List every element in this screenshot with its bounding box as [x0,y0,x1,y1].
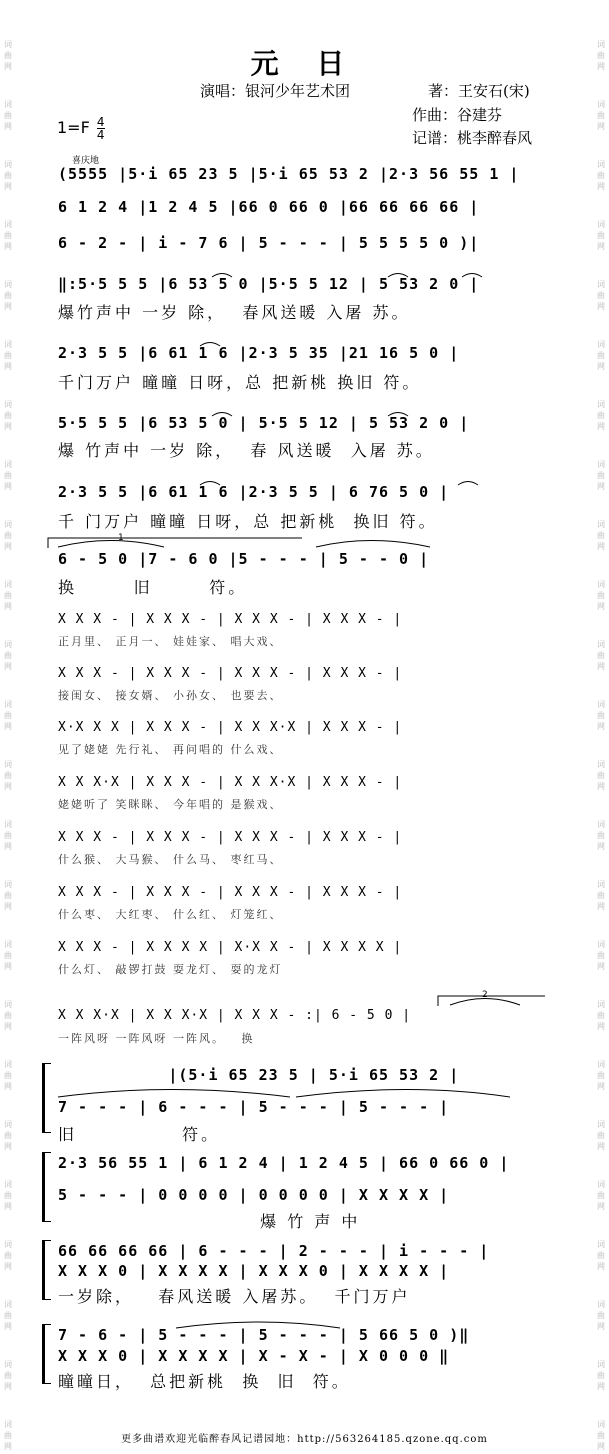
watermark-glyph: 词 [4,520,12,529]
watermark-glyph: 词 [597,340,605,349]
watermark-glyph: 曲 [4,1071,12,1080]
watermark-glyph: 网 [4,902,12,911]
watermark-glyph: 网 [4,422,12,431]
watermark-glyph: 曲 [4,351,12,360]
watermark-glyph: 网 [597,182,605,191]
watermark-glyph: 网 [4,1442,12,1451]
verse-notes-2: 2·3 5 5 |6 61 1 6 |2·3 5 35 |21 16 5 0 | [58,344,460,362]
volta-2-label: 2 [482,990,488,1000]
watermark-glyph: 网 [4,482,12,491]
slur [388,274,408,278]
watermark-glyph: 网 [4,662,12,671]
watermark-glyph: 曲 [4,951,12,960]
watermark-glyph: 词 [4,220,12,229]
watermark-glyph: 词 [4,640,12,649]
verse-lyrics-2: 千门万户 曈曈 日呀，总 把新桃 换旧 符。 [58,373,422,392]
watermark-glyph: 网 [597,602,605,611]
watermark-glyph: 曲 [4,471,12,480]
watermark-glyph: 曲 [4,1131,12,1140]
watermark-glyph: 曲 [597,51,605,60]
slur [200,482,220,486]
watermark-glyph: 曲 [597,951,605,960]
watermark-glyph: 网 [597,122,605,131]
watermark-glyph: 网 [4,962,12,971]
chant-lyrics-7: 什么灯、 敲锣打鼓 耍龙灯、 耍的龙灯 [58,963,283,976]
watermark-glyph: 曲 [4,231,12,240]
watermark-glyph: 词 [597,40,605,49]
watermark-glyph: 词 [597,1060,605,1069]
slur [462,274,482,278]
watermark-glyph: 曲 [4,891,12,900]
watermark-glyph: 网 [4,1202,12,1211]
chant-rhythm-2: X X X - | X X X - | X X X - | X X X - | [58,666,403,681]
watermark-glyph: 曲 [4,51,12,60]
watermark-glyph: 网 [597,302,605,311]
coda-lower-4: X X X 0 | X X X X | X - X - | X 0 0 0 ‖ [58,1347,450,1365]
slur [200,343,220,347]
slur [450,999,520,1006]
watermark-glyph: 词 [597,1180,605,1189]
watermark-glyph: 词 [4,1060,12,1069]
watermark-glyph: 词 [597,400,605,409]
watermark-glyph: 词 [4,1180,12,1189]
watermark-glyph: 词 [4,40,12,49]
watermark-glyph: 词 [597,1240,605,1249]
chant-lyrics-6: 什么枣、 大红枣、 什么红、 灯笼红、 [58,908,283,921]
watermark-glyph: 曲 [597,411,605,420]
watermark-glyph: 曲 [4,1011,12,1020]
watermark-glyph: 网 [597,842,605,851]
chant-lyrics-4: 姥姥听了 笑眯眯、 今年唱的 是猴戏、 [58,798,283,811]
watermark-glyph: 曲 [4,771,12,780]
watermark-glyph: 网 [4,1082,12,1091]
intro-line-1: (5555 |5·i 65 23 5 |5·i 65 53 2 |2·3 56 55 1 | [58,165,520,183]
watermark-glyph: 曲 [4,651,12,660]
coda-upper-4: 7 - 6 - | 5 - - - | 5 - - - | 5 66 5 0 )‖ [58,1326,470,1344]
watermark-glyph: 曲 [597,1131,605,1140]
watermark-glyph: 网 [597,1082,605,1091]
watermark-glyph: 词 [4,580,12,589]
slur [176,1322,340,1328]
watermark-glyph: 词 [4,400,12,409]
watermark-glyph: 词 [597,760,605,769]
watermark-glyph: 词 [597,820,605,829]
slur [316,541,430,548]
verse-lyrics-1: 爆竹声中 一岁 除， 春风送暖 入屠 苏。 [58,303,411,322]
volta-2-bracket [438,996,545,1006]
watermark-glyph: 网 [597,362,605,371]
watermark-glyph: 网 [4,62,12,71]
watermark-glyph: 词 [597,640,605,649]
chant-lyrics-3: 见了姥姥 先行礼、 再问唱的 什么戏、 [58,743,283,756]
watermark-glyph: 词 [4,460,12,469]
watermark-glyph: 网 [4,602,12,611]
chant-rhythm-8: X X X·X | X X X·X | X X X - :| 6 - 5 0 | [58,1008,412,1023]
watermark-glyph: 词 [4,1300,12,1309]
coda-lyrics-4: 曈曈日， 总把新桃 换 旧 符。 [58,1372,351,1391]
coda-lyrics-3: 一岁除， 春风送暖 入屠苏。 千门万户 [58,1287,411,1306]
tempo-marking: 喜庆地 [72,156,100,166]
slur [458,482,478,486]
watermark-glyph: 网 [597,242,605,251]
watermark-glyph: 网 [597,722,605,731]
verse-notes-1: ‖:5·5 5 5 |6 53 5 0 |5·5 5 12 | 5 53 2 0 | [58,275,480,293]
watermark-glyph: 词 [597,460,605,469]
watermark-glyph: 网 [597,1262,605,1271]
watermark-glyph: 曲 [4,1431,12,1440]
time-sig-bottom: 4 [96,128,105,142]
watermark-glyph: 曲 [597,1011,605,1020]
time-sig-top: 4 [96,115,105,129]
slur [58,1090,290,1098]
chant-lyrics-8: 一阵风呀 一阵风呀 一阵风。 换 [58,1032,255,1045]
watermark-glyph: 网 [597,1022,605,1031]
watermark-glyph: 词 [597,880,605,889]
watermark-glyph: 曲 [4,1371,12,1380]
watermark-glyph: 曲 [4,1191,12,1200]
coda-lyrics-2: 爆 竹 声 中 [58,1212,361,1231]
watermark-glyph: 词 [4,940,12,949]
watermark-glyph: 词 [4,1420,12,1429]
chant-rhythm-4: X X X·X | X X X - | X X X·X | X X X - | [58,775,403,790]
watermark-glyph: 网 [597,1142,605,1151]
watermark-glyph: 网 [4,1322,12,1331]
coda-lyrics-1: 旧 符。 [58,1125,221,1144]
watermark-glyph: 曲 [4,531,12,540]
watermark-glyph: 曲 [597,771,605,780]
watermark-glyph: 曲 [597,351,605,360]
watermark-glyph: 词 [597,220,605,229]
watermark-glyph: 词 [597,520,605,529]
composer-credit: 作曲：谷建芬 [412,106,503,124]
watermark-glyph: 词 [597,940,605,949]
watermark-glyph: 曲 [597,531,605,540]
watermark-glyph: 网 [597,662,605,671]
watermark-glyph: 词 [4,160,12,169]
watermark-glyph: 曲 [597,591,605,600]
verse-lyrics-5: 换 旧 符。 [58,578,248,597]
coda-lower-3: X X X 0 | X X X X | X X X 0 | X X X X | [58,1262,450,1280]
watermark-glyph: 曲 [4,291,12,300]
chant-lyrics-5: 什么猴、 大马猴、 什么马、 枣红马、 [58,853,283,866]
slur [212,413,232,417]
watermark-glyph: 网 [597,62,605,71]
watermark-glyph: 词 [597,1420,605,1429]
watermark-glyph: 词 [4,280,12,289]
watermark-glyph: 词 [597,1360,605,1369]
slur [212,274,232,278]
watermark-glyph: 曲 [597,111,605,120]
slur [58,541,164,548]
watermark-glyph: 网 [597,962,605,971]
watermark-glyph: 曲 [4,591,12,600]
watermark-glyph: 曲 [597,711,605,720]
watermark-glyph: 网 [4,542,12,551]
watermark-glyph: 曲 [597,1311,605,1320]
chant-rhythm-7: X X X - | X X X X | X·X X - | X X X X | [58,940,403,955]
watermark-glyph: 网 [4,362,12,371]
watermark-glyph: 网 [597,902,605,911]
watermark-glyph: 曲 [597,651,605,660]
coda-upper-3: 66 66 66 66 | 6 - - - | 2 - - - | i - - - | [58,1242,490,1260]
watermark-glyph: 曲 [597,1431,605,1440]
watermark-glyph: 词 [4,700,12,709]
watermark-glyph: 词 [597,100,605,109]
watermark-glyph: 词 [597,1300,605,1309]
watermark-glyph: 词 [597,580,605,589]
watermark-glyph: 网 [4,182,12,191]
watermark-glyph: 网 [4,302,12,311]
watermark-glyph: 词 [597,700,605,709]
watermark-glyph: 曲 [597,1191,605,1200]
volta-1-label: 1 [118,533,124,543]
song-title: 元 日 [250,47,359,80]
watermark-glyph: 词 [597,280,605,289]
chant-lyrics-2: 接闺女、 接女婿、 小孙女、 也要去、 [58,689,283,702]
volta-1-bracket [48,538,302,548]
watermark-glyph: 曲 [4,171,12,180]
verse-notes-4: 2·3 5 5 |6 61 1 6 |2·3 5 5 | 6 76 5 0 | [58,483,450,501]
watermark-glyph: 网 [4,242,12,251]
watermark-glyph: 网 [4,1262,12,1271]
chant-rhythm-5: X X X - | X X X - | X X X - | X X X - | [58,830,403,845]
singer-credit: 演唱：银河少年艺术团 [200,82,351,100]
coda-lower-2: 5 - - - | 0 0 0 0 | 0 0 0 0 | X X X X | [58,1186,450,1204]
verse-lyrics-3: 爆 竹声中 一岁 除， 春 风送暖 入屠 苏。 [58,441,435,460]
watermark-glyph: 曲 [597,291,605,300]
watermark-glyph: 网 [597,422,605,431]
watermark-glyph: 词 [4,880,12,889]
watermark-glyph: 词 [4,340,12,349]
watermark-glyph: 词 [4,820,12,829]
slur [296,1090,510,1098]
watermark-glyph: 词 [4,760,12,769]
watermark-glyph: 词 [4,1120,12,1129]
watermark-glyph: 词 [4,100,12,109]
watermark-glyph: 曲 [597,1371,605,1380]
watermark-glyph: 网 [4,722,12,731]
watermark-glyph: 曲 [4,1311,12,1320]
watermark-glyph: 曲 [597,891,605,900]
watermark-glyph: 曲 [4,711,12,720]
watermark-glyph: 曲 [597,1251,605,1260]
watermark-glyph: 曲 [597,471,605,480]
watermark-glyph: 曲 [597,831,605,840]
chant-rhythm-1: X X X - | X X X - | X X X - | X X X - | [58,612,403,627]
watermark-glyph: 网 [597,782,605,791]
watermark-glyph: 词 [4,1240,12,1249]
watermark-glyph: 网 [597,542,605,551]
verse-notes-3: 5·5 5 5 |6 53 5 0 | 5·5 5 12 | 5 53 2 0 | [58,414,470,432]
watermark-glyph: 词 [597,1120,605,1129]
watermark-glyph: 网 [4,1022,12,1031]
watermark-glyph: 网 [4,1142,12,1151]
transcriber-credit: 记谱：桃李醉春风 [412,129,533,147]
watermark-glyph: 网 [597,1322,605,1331]
watermark-glyph: 网 [597,482,605,491]
watermark-glyph: 曲 [597,171,605,180]
watermark-glyph: 网 [4,842,12,851]
coda-lower-1: 7 - - - | 6 - - - | 5 - - - | 5 - - - | [58,1098,450,1116]
watermark-glyph: 词 [4,1360,12,1369]
chant-rhythm-3: X·X X X | X X X - | X X X·X | X X X - | [58,720,403,735]
intro-line-2: 6 1 2 4 |1 2 4 5 |66 0 66 0 |66 66 66 66 | [58,198,480,216]
chant-rhythm-6: X X X - | X X X - | X X X - | X X X - | [58,885,403,900]
coda-upper-2: 2·3 56 55 1 | 6 1 2 4 | 1 2 4 5 | 66 0 66 0 | [58,1154,510,1172]
watermark-glyph: 网 [4,1382,12,1391]
verse-lyrics-4: 千 门万户 曈曈 日呀，总 把新桃 换旧 符。 [58,512,438,531]
watermark-glyph: 曲 [4,111,12,120]
watermark-glyph: 曲 [597,1071,605,1080]
watermark-glyph: 词 [4,1000,12,1009]
watermark-glyph: 网 [597,1442,605,1451]
watermark-glyph: 网 [597,1202,605,1211]
key-label: 1=F [57,118,90,137]
chant-lyrics-1: 正月里、 正月一、 娃娃家、 唱大戏、 [58,635,283,648]
lyricist-credit: 著：王安石(宋) [428,82,530,100]
watermark-glyph: 词 [597,1000,605,1009]
watermark-glyph: 曲 [4,831,12,840]
coda-upper-1: |(5·i 65 23 5 | 5·i 65 53 2 | [58,1066,460,1084]
verse-notes-5: 6 - 5 0 |7 - 6 0 |5 - - - | 5 - - 0 | [58,550,430,568]
watermark-glyph: 网 [4,782,12,791]
intro-line-3: 6 - 2 - | i - 7 6 | 5 - - - | 5 5 5 5 0 )| [58,234,480,252]
watermark-glyph: 曲 [4,1251,12,1260]
watermark-glyph: 曲 [4,411,12,420]
watermark-glyph: 曲 [597,231,605,240]
watermark-glyph: 网 [597,1382,605,1391]
watermark-glyph: 网 [4,122,12,131]
watermark-glyph: 词 [597,160,605,169]
footer-note: 更多曲谱欢迎光临醉春风记谱园地：http://563264185.qzone.qq.com [121,1434,488,1445]
slur [388,413,408,417]
